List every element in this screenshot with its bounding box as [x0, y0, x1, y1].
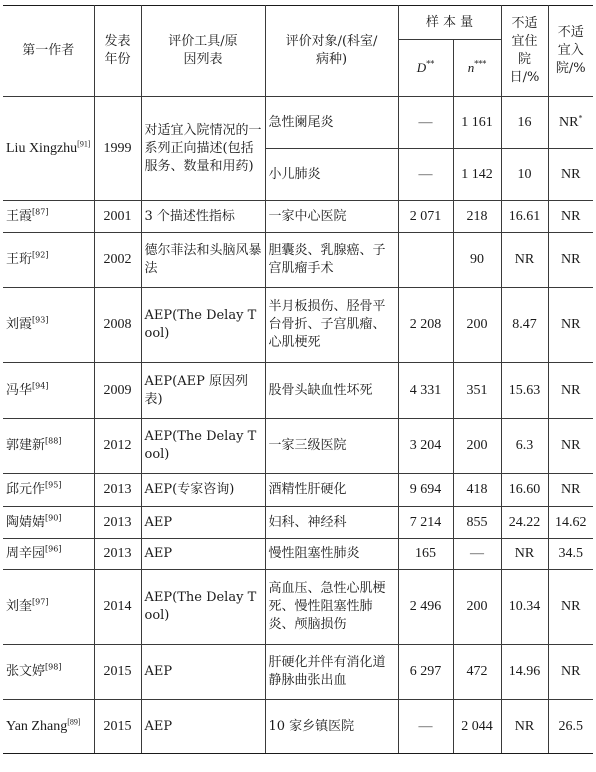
year-cell: 2013	[94, 507, 141, 539]
stay-cell: NR	[501, 233, 548, 288]
stay-cell: 16	[501, 97, 548, 149]
header-inappropriate-admission: 不适宜入院/%	[548, 6, 593, 97]
target-cell: 急性阑尾炎	[265, 97, 398, 149]
n-cell: 351	[453, 363, 501, 419]
header-tool: 评价工具/原因列表	[141, 6, 265, 97]
author-cell: 刘奎[97]	[3, 570, 94, 645]
table-row	[3, 645, 593, 700]
header-row-1	[3, 6, 593, 40]
table-row	[3, 570, 593, 645]
author-cell: Liu Xingzhu[91]	[3, 97, 94, 201]
stay-cell: 14.96	[501, 645, 548, 700]
table-row	[3, 474, 593, 507]
admission-cell: NR	[548, 201, 593, 233]
d-cell: —	[398, 149, 453, 201]
n-cell: 200	[453, 570, 501, 645]
table-row	[3, 507, 593, 539]
d-cell: —	[398, 97, 453, 149]
tool-cell: 3 个描述性指标	[141, 201, 265, 233]
tool-cell: 对适宜入院情况的一系列正向描述(包括服务、数量和用药)	[141, 97, 265, 201]
d-cell	[398, 233, 453, 288]
stay-cell: 10.34	[501, 570, 548, 645]
admission-cell: NR	[548, 419, 593, 474]
d-cell: 7 214	[398, 507, 453, 539]
tool-cell: 德尔菲法和头脑风暴法	[141, 233, 265, 288]
admission-cell: NR	[548, 149, 593, 201]
target-cell: 胆囊炎、乳腺癌、子宫肌瘤手术	[265, 233, 398, 288]
tool-cell: AEP(专家咨询)	[141, 474, 265, 507]
n-cell: 855	[453, 507, 501, 539]
header-author: 第一作者	[3, 6, 94, 97]
d-cell: 3 204	[398, 419, 453, 474]
author-cell: 郭建新[88]	[3, 419, 94, 474]
admission-cell: NR	[548, 288, 593, 363]
target-cell: 10 家乡镇医院	[265, 700, 398, 754]
stay-cell: 16.60	[501, 474, 548, 507]
author-cell: 王霞[87]	[3, 201, 94, 233]
tool-cell: AEP(AEP 原因列表)	[141, 363, 265, 419]
d-cell: 165	[398, 539, 453, 570]
tool-cell: AEP	[141, 700, 265, 754]
d-cell: 2 208	[398, 288, 453, 363]
year-cell: 2001	[94, 201, 141, 233]
n-cell: 218	[453, 201, 501, 233]
table-row	[3, 201, 593, 233]
table-row	[3, 97, 593, 149]
stay-cell: 8.47	[501, 288, 548, 363]
year-cell: 2015	[94, 700, 141, 754]
n-cell: 200	[453, 419, 501, 474]
n-cell: 1 161	[453, 97, 501, 149]
stay-cell: 16.61	[501, 201, 548, 233]
d-cell: 2 496	[398, 570, 453, 645]
tool-cell: AEP(The Delay Tool)	[141, 419, 265, 474]
admission-cell: NR	[548, 233, 593, 288]
author-cell: 王珩[92]	[3, 233, 94, 288]
header-year: 发表年份	[94, 6, 141, 97]
n-cell: 2 044	[453, 700, 501, 754]
n-cell: —	[453, 539, 501, 570]
tool-cell: AEP(The Delay Tool)	[141, 570, 265, 645]
header-sample: 样 本 量	[398, 6, 501, 40]
header-d: D**	[398, 40, 453, 97]
target-cell: 一家三级医院	[265, 419, 398, 474]
target-cell: 股骨头缺血性坏死	[265, 363, 398, 419]
year-cell: 2015	[94, 645, 141, 700]
target-cell: 酒精性肝硬化	[265, 474, 398, 507]
target-cell: 一家中心医院	[265, 201, 398, 233]
admission-cell: 26.5	[548, 700, 593, 754]
tool-cell: AEP	[141, 539, 265, 570]
n-cell: 1 142	[453, 149, 501, 201]
header-inappropriate-stay: 不适宜住院日/%	[501, 6, 548, 97]
table-row	[3, 288, 593, 363]
study-table	[3, 5, 593, 754]
target-cell: 妇科、神经科	[265, 507, 398, 539]
tool-cell: AEP(The Delay Tool)	[141, 288, 265, 363]
admission-cell: 14.62	[548, 507, 593, 539]
year-cell: 1999	[94, 97, 141, 201]
author-cell: Yan Zhang[89]	[3, 700, 94, 754]
admission-cell: NR	[548, 570, 593, 645]
year-cell: 2009	[94, 363, 141, 419]
year-cell: 2013	[94, 539, 141, 570]
author-cell: 刘霞[93]	[3, 288, 94, 363]
d-cell: 2 071	[398, 201, 453, 233]
admission-cell: 34.5	[548, 539, 593, 570]
d-cell: —	[398, 700, 453, 754]
d-cell: 6 297	[398, 645, 453, 700]
table-row	[3, 419, 593, 474]
d-cell: 9 694	[398, 474, 453, 507]
table-row	[3, 539, 593, 570]
year-cell: 2008	[94, 288, 141, 363]
author-cell: 冯华[94]	[3, 363, 94, 419]
stay-cell: 6.3	[501, 419, 548, 474]
n-cell: 90	[453, 233, 501, 288]
table-row	[3, 233, 593, 288]
author-cell: 邱元作[95]	[3, 474, 94, 507]
target-cell: 肝硬化并伴有消化道静脉曲张出血	[265, 645, 398, 700]
tool-cell: AEP	[141, 645, 265, 700]
stay-cell: NR	[501, 700, 548, 754]
table-row	[3, 700, 593, 754]
stay-cell: NR	[501, 539, 548, 570]
target-cell: 慢性阻塞性肺炎	[265, 539, 398, 570]
header-n: n***	[453, 40, 501, 97]
year-cell: 2013	[94, 474, 141, 507]
table-row	[3, 363, 593, 419]
target-cell: 小儿肺炎	[265, 149, 398, 201]
tool-cell: AEP	[141, 507, 265, 539]
d-cell: 4 331	[398, 363, 453, 419]
stay-cell: 15.63	[501, 363, 548, 419]
admission-cell: NR*	[548, 97, 593, 149]
year-cell: 2014	[94, 570, 141, 645]
author-cell: 张文婷[98]	[3, 645, 94, 700]
target-cell: 半月板损伤、胫骨平台骨折、子宫肌瘤、心肌梗死	[265, 288, 398, 363]
stay-cell: 10	[501, 149, 548, 201]
n-cell: 418	[453, 474, 501, 507]
n-cell: 472	[453, 645, 501, 700]
target-cell: 高血压、急性心肌梗死、慢性阻塞性肺炎、颅脑损伤	[265, 570, 398, 645]
admission-cell: NR	[548, 474, 593, 507]
year-cell: 2002	[94, 233, 141, 288]
author-cell: 陶婧婧[90]	[3, 507, 94, 539]
n-cell: 200	[453, 288, 501, 363]
stay-cell: 24.22	[501, 507, 548, 539]
header-target: 评价对象/(科室/病种)	[265, 6, 398, 97]
admission-cell: NR	[548, 363, 593, 419]
author-cell: 周辛园[96]	[3, 539, 94, 570]
admission-cell: NR	[548, 645, 593, 700]
year-cell: 2012	[94, 419, 141, 474]
